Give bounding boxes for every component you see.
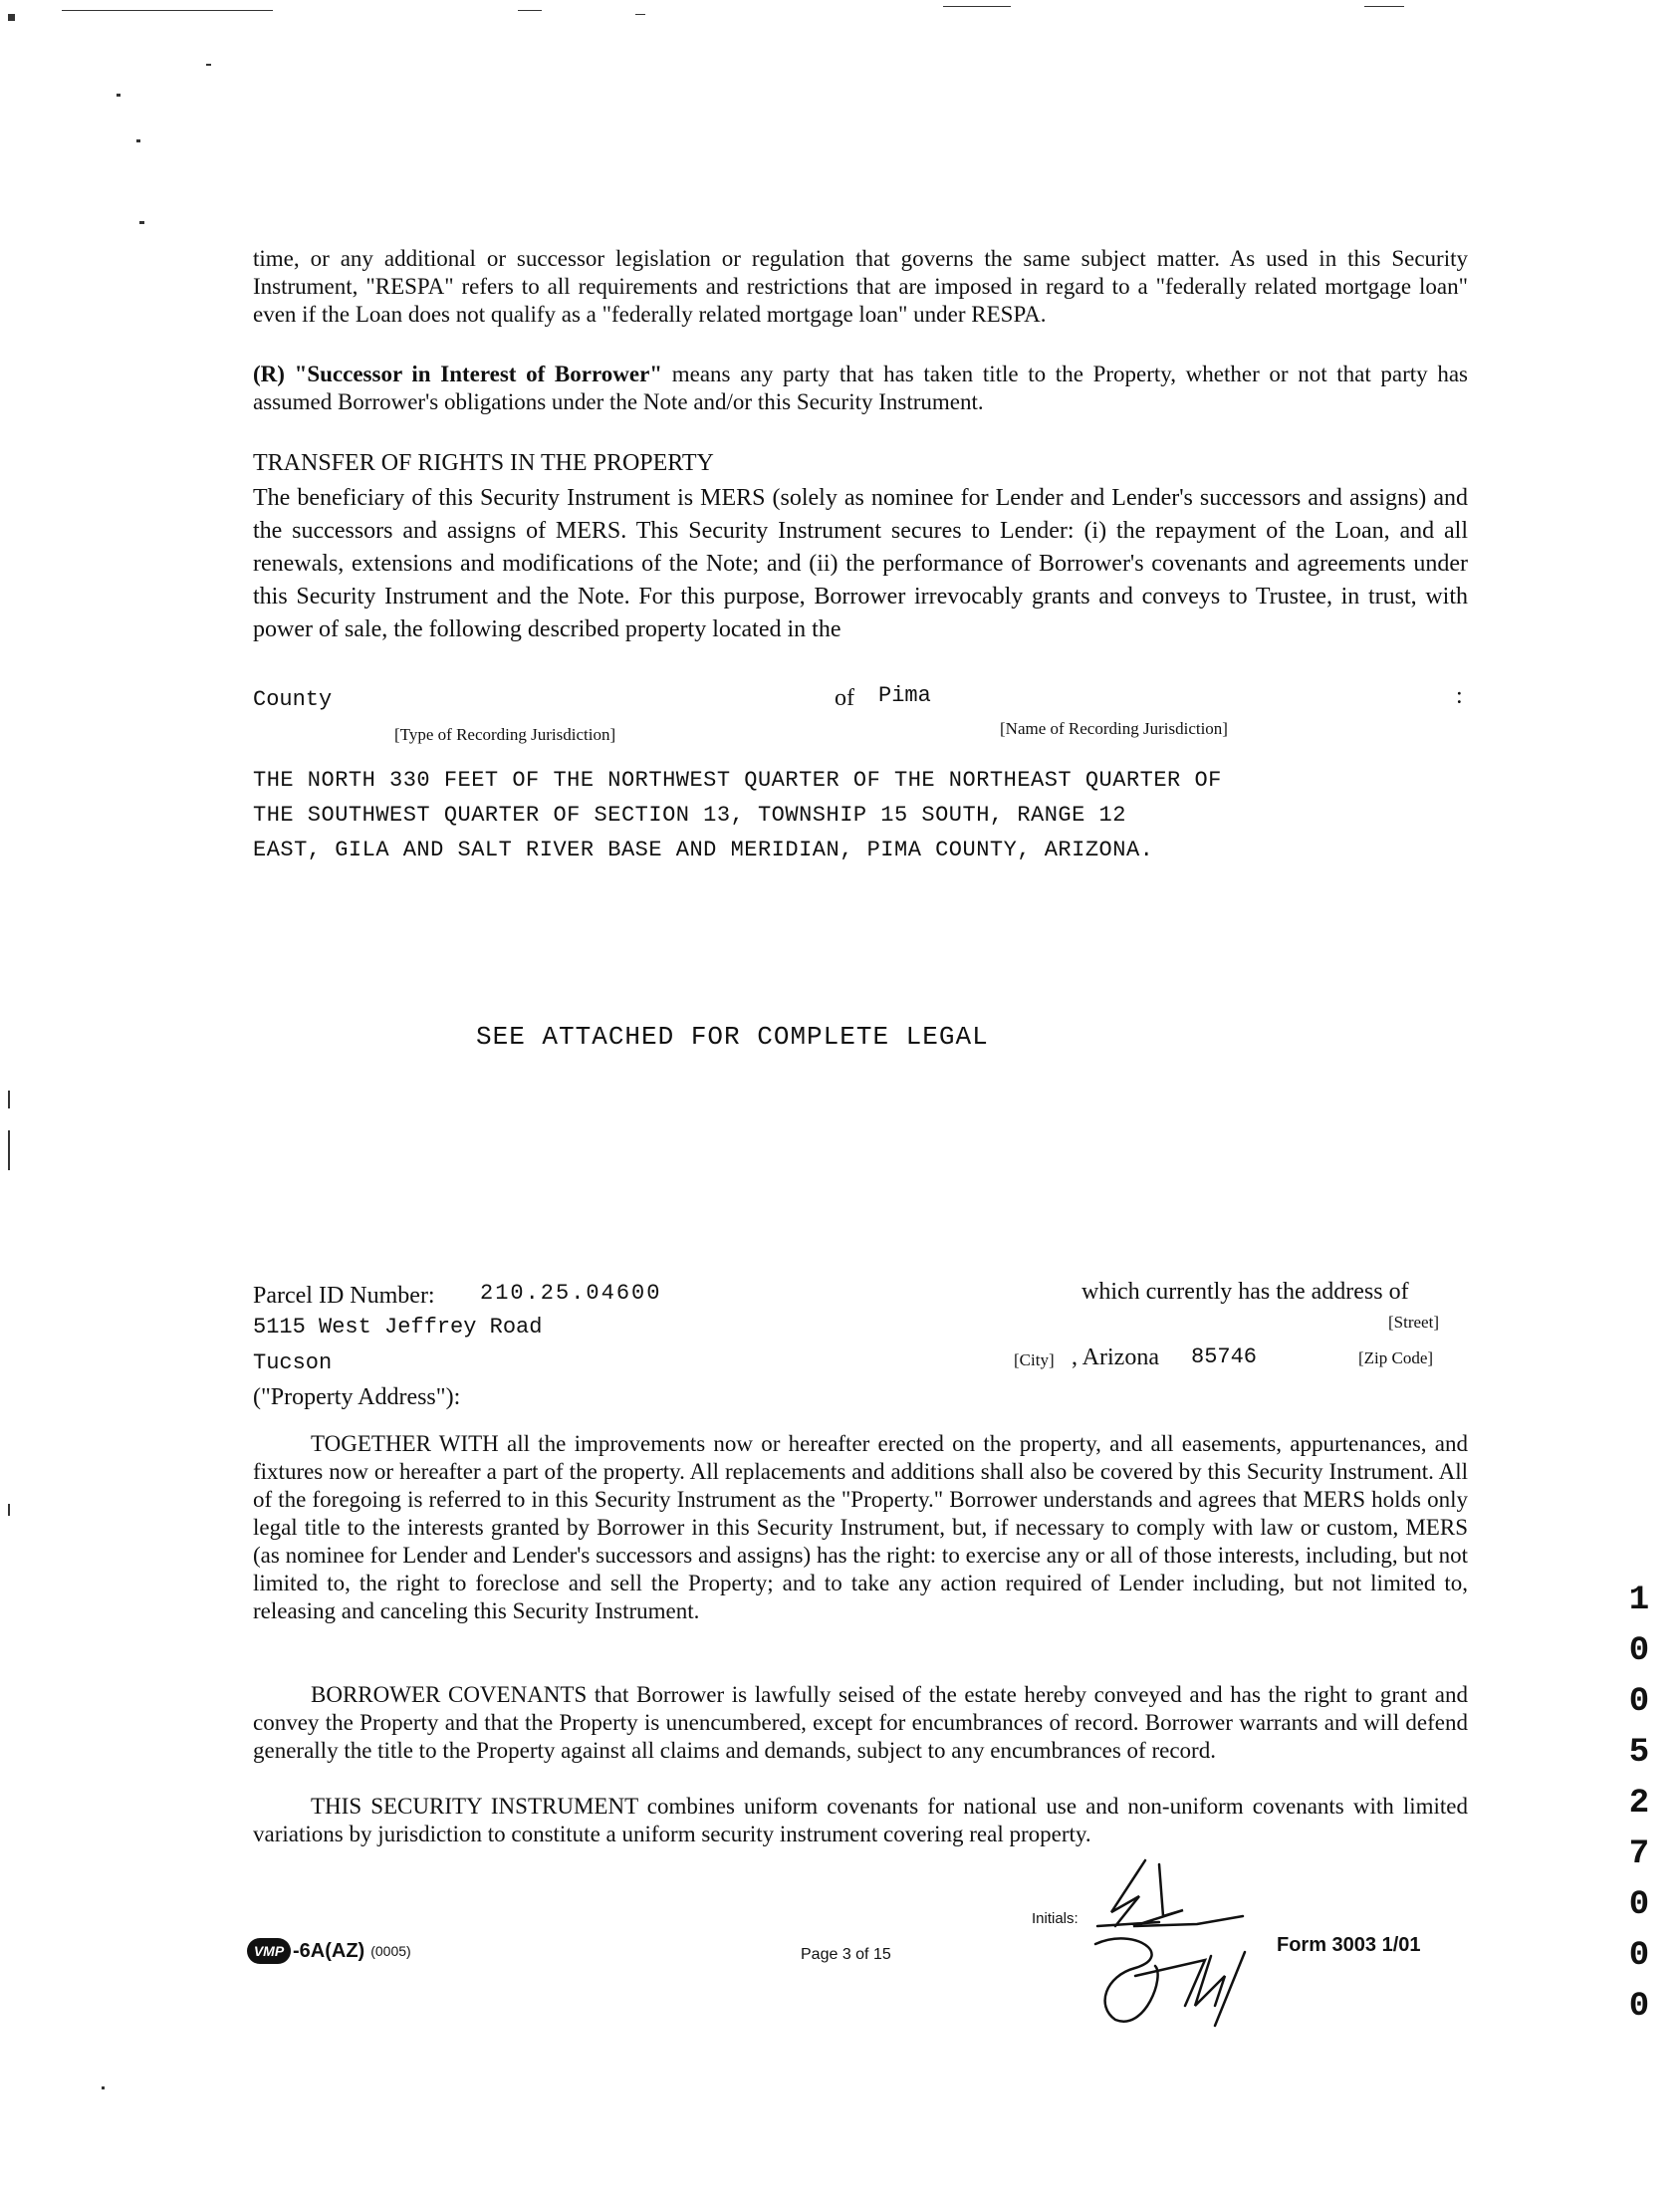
stamp-digit: 0 — [1628, 1937, 1650, 1975]
parcel-id-label: Parcel ID Number: — [253, 1283, 435, 1309]
city-value: Tucson — [253, 1350, 333, 1375]
initials-label: Initials: — [1032, 1910, 1079, 1927]
street-caption: [Street] — [1388, 1313, 1439, 1332]
zip-value: 85746 — [1191, 1344, 1258, 1369]
jurisdiction-of-label: of — [835, 685, 854, 711]
stamp-digit: 5 — [1628, 1734, 1650, 1772]
legal-line: EAST, GILA AND SALT RIVER BASE AND MERIDIAN, PIMA COUNTY, ARIZONA. — [253, 838, 1154, 862]
stamp-digit: 2 — [1628, 1785, 1650, 1823]
scan-mark — [8, 1091, 10, 1108]
successor-label: (R) "Successor in Interest of Borrower" — [253, 362, 663, 386]
jurisdiction-name-caption: [Name of Recording Jurisdiction] — [1000, 719, 1228, 738]
scan-line — [518, 10, 542, 11]
stamp-digit: 0 — [1628, 1632, 1650, 1670]
scan-line — [1364, 6, 1404, 7]
scan-line — [62, 10, 273, 11]
scan-mark — [8, 1504, 10, 1516]
form-number: Form 3003 1/01 — [1277, 1934, 1421, 1956]
successor-paragraph — [253, 361, 1468, 416]
jurisdiction-type-value: County — [253, 687, 333, 712]
scan-line — [635, 14, 645, 15]
form-date: (0005) — [370, 1943, 411, 1959]
property-address-label: ("Property Address"): — [253, 1384, 461, 1410]
vmp-logo: VMP — [247, 1938, 291, 1964]
legal-description — [253, 763, 1498, 867]
scan-mark — [139, 221, 144, 224]
page-number: Page 3 of 15 — [801, 1946, 891, 1963]
jurisdiction-type-caption: [Type of Recording Jurisdiction] — [394, 725, 616, 744]
state-text: , Arizona — [1072, 1344, 1159, 1370]
initials-signature — [1076, 1856, 1275, 2032]
respa-paragraph — [253, 245, 1468, 329]
security-instrument-paragraph: THIS SECURITY INSTRUMENT combines uniform covenants for national use and non-uniform covenants with limited variations by jurisdiction to constitute a uniform security instrument covering real property. — [253, 1794, 1468, 1846]
transfer-heading: TRANSFER OF RIGHTS IN THE PROPERTY — [253, 450, 714, 476]
jurisdiction-colon: : — [1456, 683, 1463, 709]
respa-text: time, or any additional or successor legislation or regulation that governs the same subject matter. As used in this Security Instrument, "RESPA" refers to all requirements and restrictions that are imposed in regard to a "federally related mortgage loan" even if the Loan does not qualify as a "federally related mortgage loan" under RESPA. — [253, 246, 1468, 327]
scan-mark — [206, 64, 211, 66]
address-of-label: which currently has the address of — [1081, 1279, 1409, 1305]
recording-stamp — [1615, 1576, 1663, 2033]
street-value: 5115 West Jeffrey Road — [253, 1315, 543, 1340]
together-with-paragraph: TOGETHER WITH all the improvements now or hereafter erected on the property, and all easements, appurtenances, and fixtures now or hereafter a part of the property. All replacements and additions shall also be covered by this Security Instrument. All of the foregoing is referred to in this Security Instrument as the "Property." Borrower understands and agrees that MERS holds only legal title to the interests granted by Borrower in this Security Instrument, but, if necessary to comply with law or custom, MERS (as nominee for Lender and Lender's successors and assigns) has the right: to exercise any or all of those interests, including, but not limited to, the right to foreclose and sell the Property; and to take any action required of Lender including, but not limited to, releasing and canceling this Security Instrument. — [253, 1431, 1468, 1623]
scan-line — [943, 6, 1011, 7]
legal-line: THE SOUTHWEST QUARTER OF SECTION 13, TOWNSHIP 15 SOUTH, RANGE 12 — [253, 803, 1126, 828]
stamp-digit: 7 — [1628, 1835, 1650, 1873]
successor-text: means any party that has taken title to the Property, whether or not that party has assumed Borrower's obligations under the Note and/or this Security Instrument. — [253, 362, 1468, 414]
scan-mark — [136, 139, 140, 142]
parcel-id-value: 210.25.04600 — [480, 1281, 662, 1306]
stamp-digit: 1 — [1628, 1582, 1650, 1619]
scan-mark — [8, 1130, 10, 1170]
scan-mark — [102, 2086, 105, 2089]
form-code: -6A(AZ) — [293, 1939, 365, 1962]
zip-caption: [Zip Code] — [1358, 1348, 1434, 1367]
see-attached-note: SEE ATTACHED FOR COMPLETE LEGAL — [476, 1022, 989, 1052]
stamp-digit: 0 — [1628, 1886, 1650, 1924]
legal-line: THE NORTH 330 FEET OF THE NORTHWEST QUARTER OF THE NORTHEAST QUARTER OF — [253, 768, 1222, 793]
transfer-paragraph: The beneficiary of this Security Instrument is MERS (solely as nominee for Lender and Lender's successors and assigns) and the successors and assigns of MERS. This Security Instrument secures to Lender: (i) the repayment of the Loan, and all renewals, extensions and modifications of the Note; and (ii) the performance of Borrower's covenants and agreements under this Security Instrument and the Note. For this purpose, Borrower irrevocably grants and conveys to Trustee, in trust, with power of sale, the following described property located in the — [253, 485, 1468, 642]
stamp-digit: 0 — [1628, 1988, 1650, 2026]
stamp-digit: 0 — [1628, 1683, 1650, 1721]
scan-mark — [8, 14, 15, 21]
form-code-block — [247, 1938, 411, 1964]
borrower-covenants-paragraph: BORROWER COVENANTS that Borrower is lawfully seised of the estate hereby conveyed and has the right to grant and convey the Property and that the Property is unencumbered, except for encumbrances of record. Borrower warrants and will defend generally the title to the Property against all claims and demands, subject to any encumbrances of record. — [253, 1682, 1468, 1763]
city-caption: [City] — [1014, 1350, 1055, 1369]
scan-mark — [117, 94, 120, 97]
jurisdiction-name-value: Pima — [878, 683, 931, 708]
